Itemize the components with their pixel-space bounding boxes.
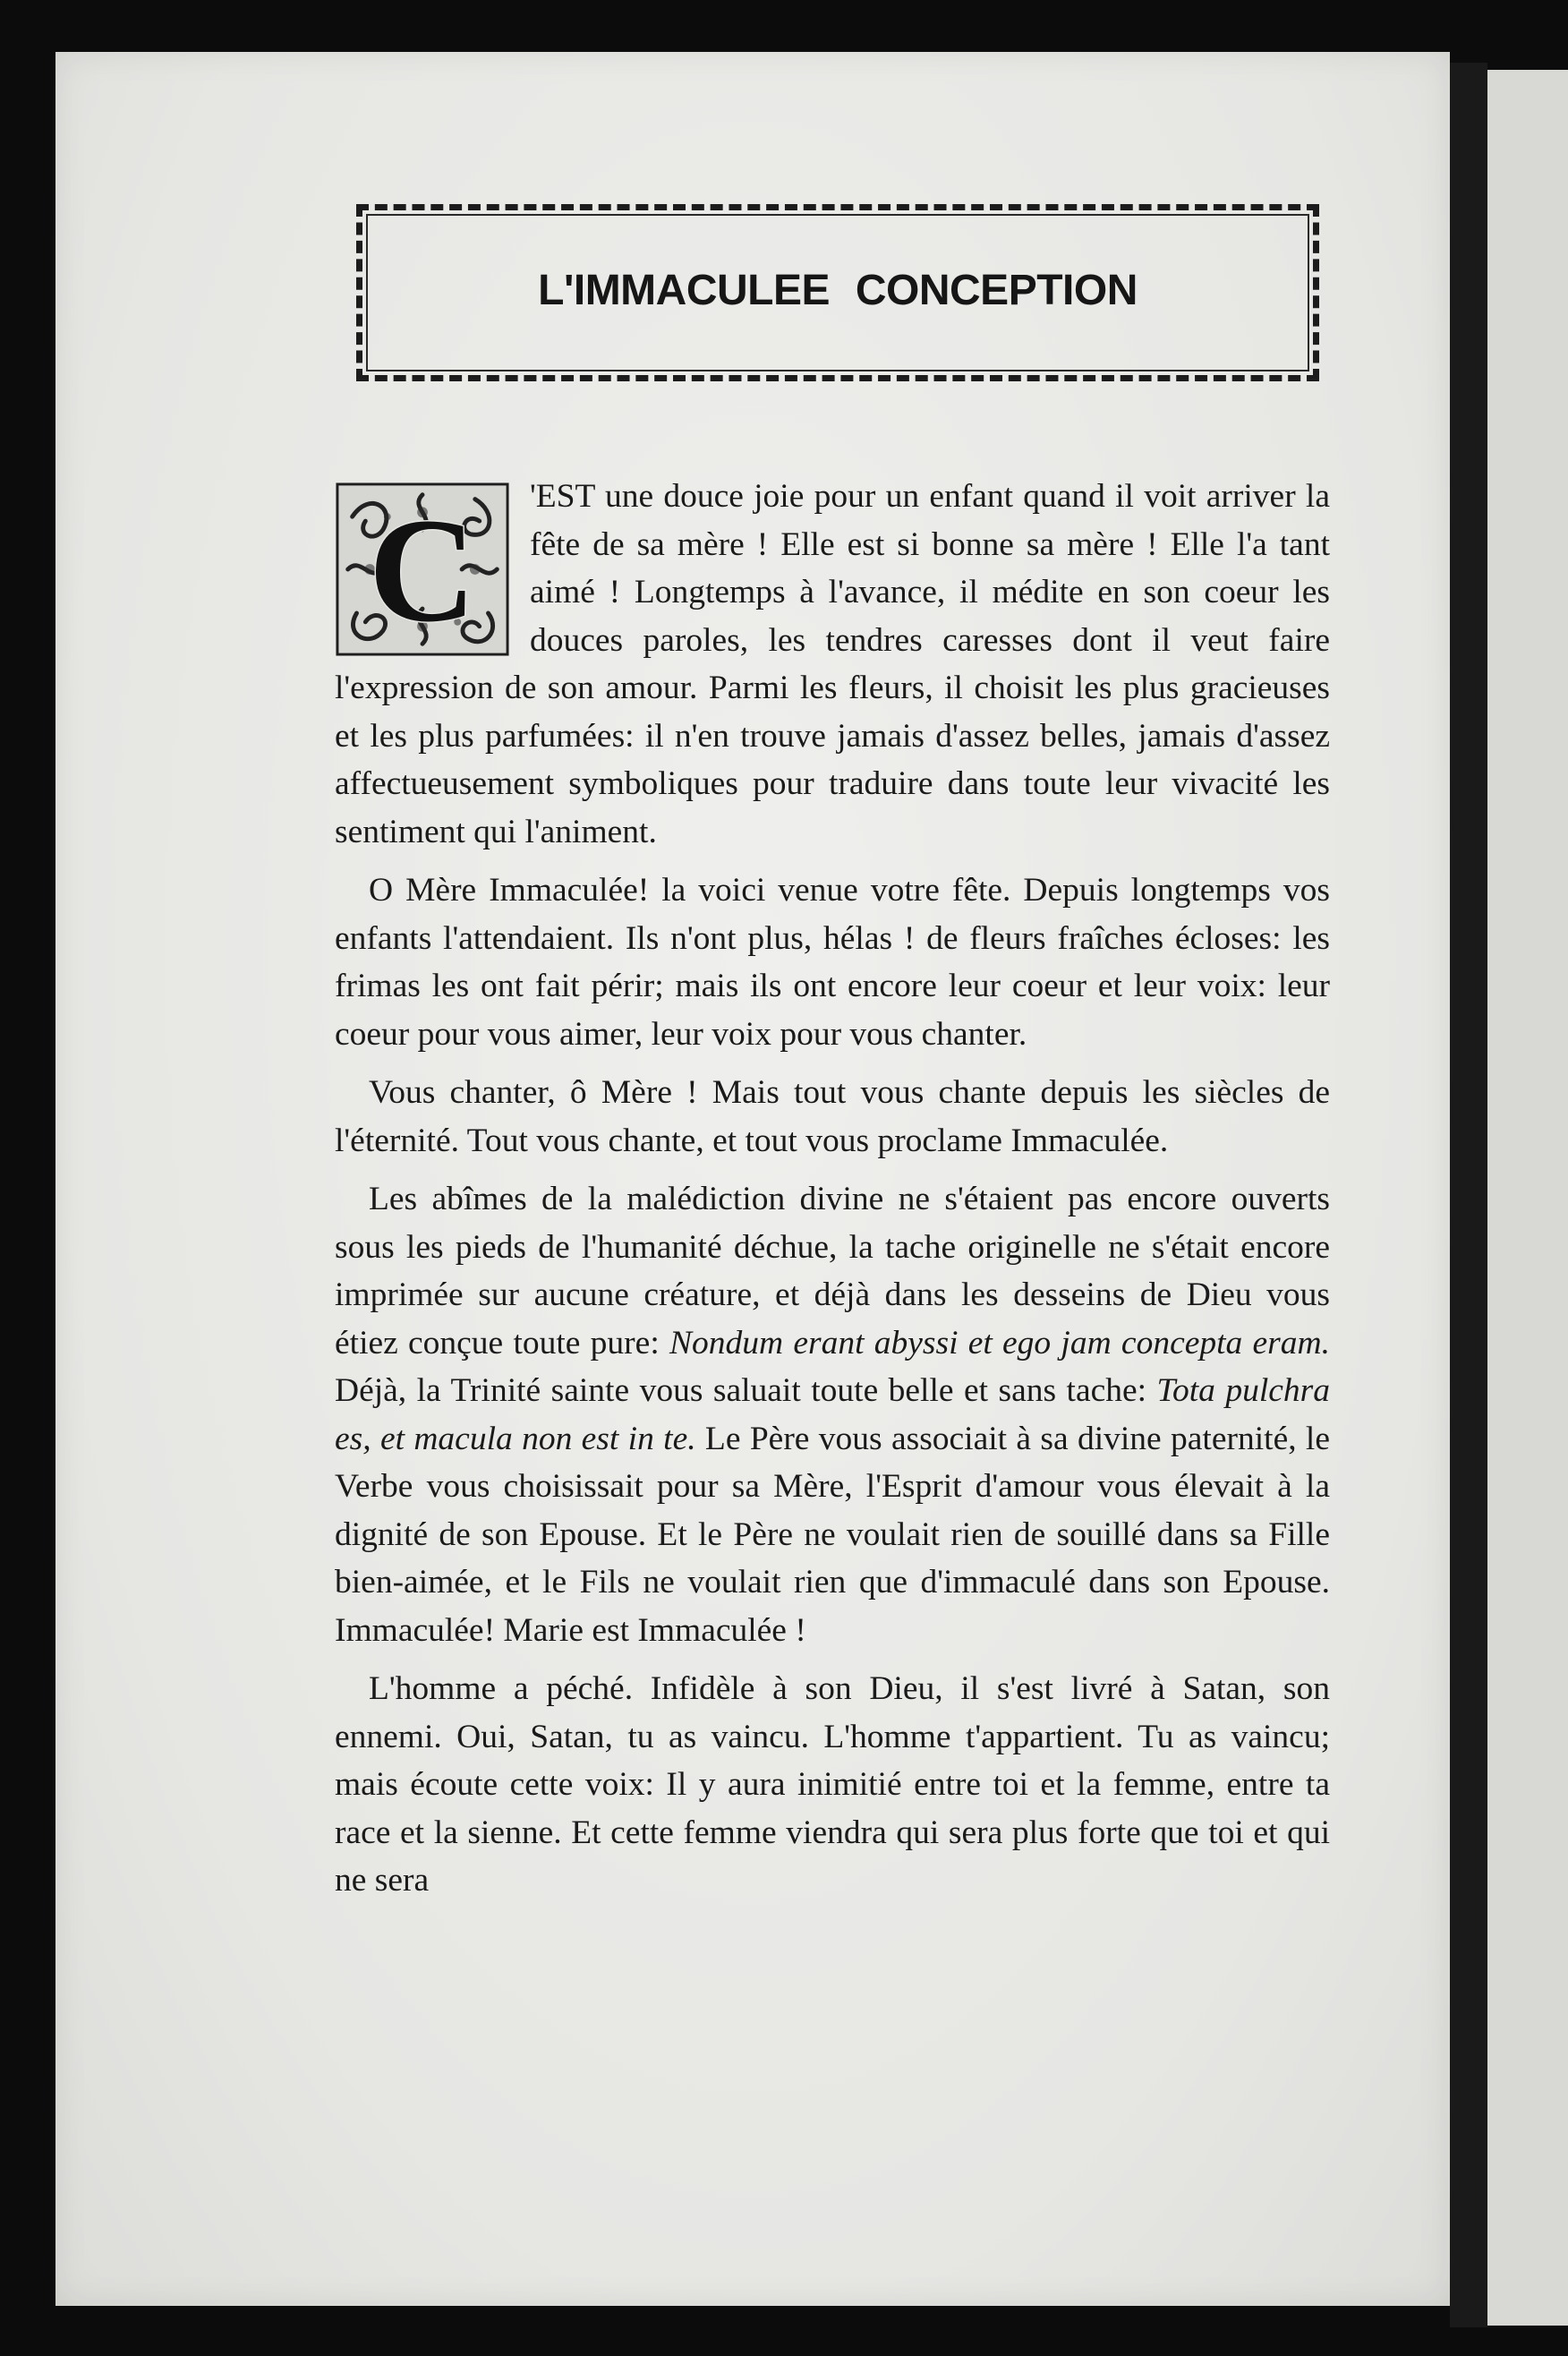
body-text: [335, 473, 1330, 1916]
paragraph-4-text-a: Les abîmes de la malédiction divine ne s'étaient pas encore ouverts sous les pieds de l'humanité déchue, la tache originelle ne s'était encore imprimée sur aucune créature, et déjà dans les desseins de Dieu vous étiez conçue toute pure:: [335, 1181, 1330, 1362]
ornamental-drop-cap: [335, 482, 510, 657]
paragraph-2: [335, 866, 1330, 1058]
book-page: [55, 52, 1450, 2306]
paragraph-3: [335, 1069, 1330, 1165]
paragraph-4-text-b: Déjà, la Trinité sainte vous saluait toute belle et sans tache:: [335, 1372, 1157, 1409]
paragraph-1: [335, 473, 1330, 856]
paragraph-5-text: L'homme a péché. Infidèle à son Dieu, il s'est livré à Satan, son ennemi. Oui, Satan, tu as vaincu. L'homme t'appartient. Tu as vaincu; mais écoute cette voix: Il y aura inimitié entre toi et la femme, entre ta race et la sienne. Et cette femme viendra qui sera plus forte que toi et qui ne sera: [335, 1670, 1330, 1899]
paragraph-5: [335, 1665, 1330, 1905]
paragraph-1-text: 'EST une douce joie pour un enfant quand il voit arriver la fête de sa mère ! Elle est si bonne sa mère ! Elle l'a tant aimé ! Longtemps à l'avance, il médite en son coeur les douces paroles, les tendres caresses dont il veut faire l'expression de son amour. Parmi les fleurs, il choisit les plus gracieuses et les plus parfumées: il n'en trouve jamais d'assez belles, jamais d'assez affectueusement symboliques pour traduire dans toute leur vivacité les sentiment qui l'animent.: [335, 478, 1330, 850]
latin-quote-nondum: Nondum erant abyssi et ego jam concepta eram.: [669, 1324, 1330, 1362]
drop-cap-letter: C: [368, 488, 477, 653]
adjacent-page-edge: [1487, 70, 1568, 2326]
paragraph-4-text-c: Le Père vous associait à sa divine paternité, le Verbe vous choisissait pour sa Mère, l'Esprit d'amour vous élevait à la dignité de son Epouse. Et le Père ne voulait rien de souillé dans sa Fille bien-aimée, et le Fils ne voulait rien que d'immaculé dans son Epouse. Immaculée! Marie est Immaculée !: [335, 1420, 1330, 1649]
paragraph-4: [335, 1175, 1330, 1654]
latin-quote-tota-pulchra: Tota pulchra es, et macula non est in te.: [335, 1372, 1330, 1457]
book-gutter: [1450, 63, 1487, 2327]
page-title: L'IMMACULEE CONCEPTION: [538, 267, 1138, 314]
paragraph-2-text: O Mère Immaculée! la voici venue votre fête. Depuis longtemps vos enfants l'attendaient. Ils n'ont plus, hélas ! de fleurs fraîches écloses: les frimas les ont fait périr; mais ils ont encore leur coeur et leur voix: leur coeur pour vous aimer, leur voix pour vous chanter.: [335, 872, 1330, 1053]
paragraph-3-text: Vous chanter, ô Mère ! Mais tout vous chante depuis les siècles de l'éternité. Tout vous chante, et tout vous proclame Immaculée.: [335, 1074, 1330, 1159]
title-frame: [356, 204, 1319, 381]
